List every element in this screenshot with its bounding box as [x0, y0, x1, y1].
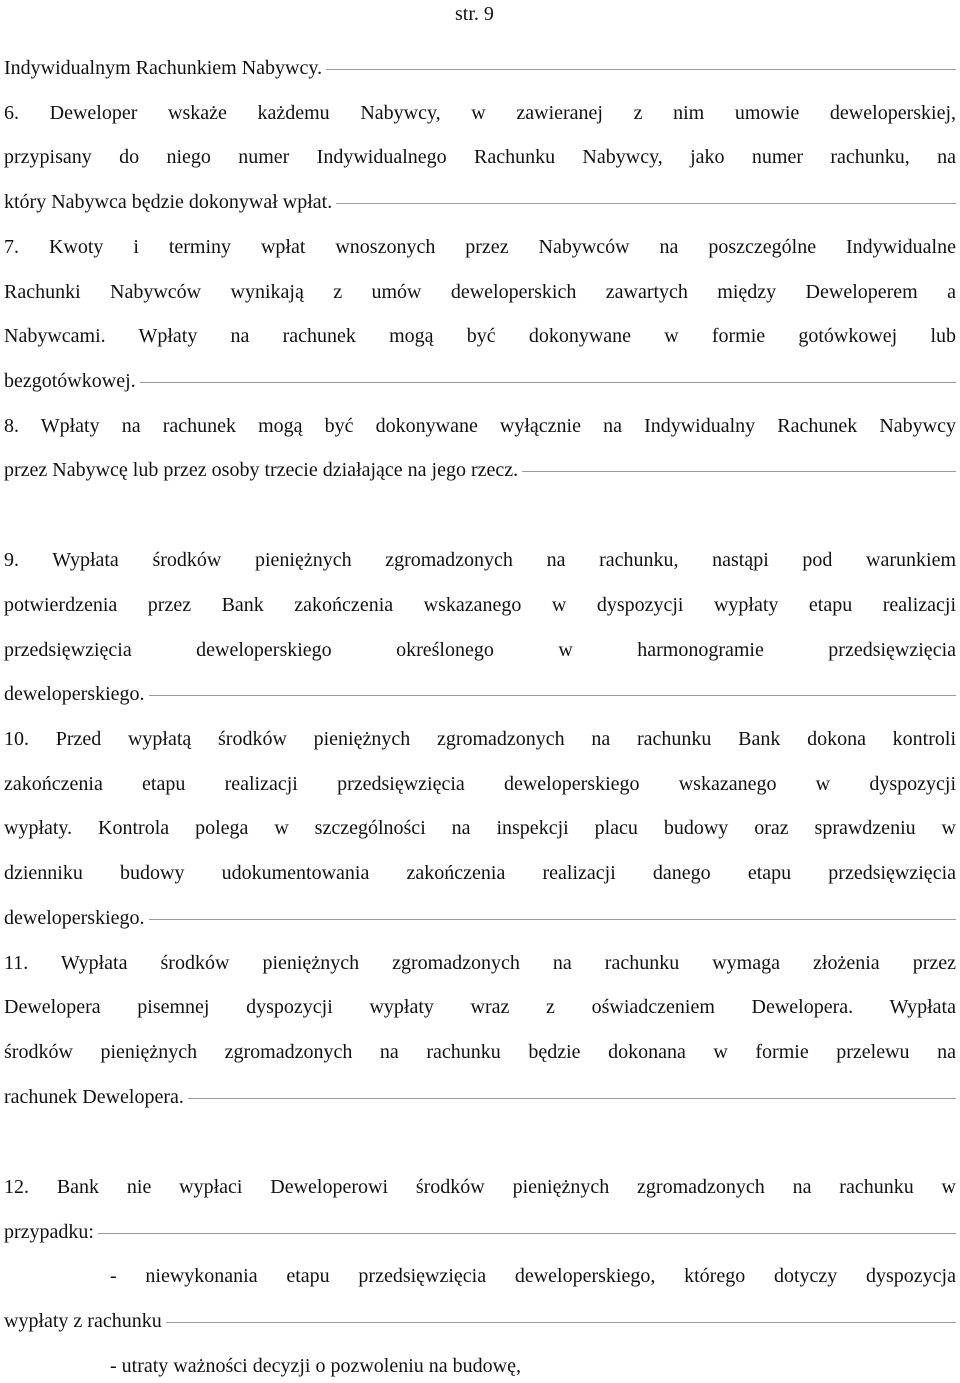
list-item-line: - utraty ważności decyzji o pozwoleniu na budowę,: [110, 1355, 521, 1377]
text-line: dzienniku budowy udokumentowania zakończenia realizacji danego etapu przedsięwzięcia: [4, 862, 956, 884]
text-line: 10. Przed wypłatą środków pieniężnych zgromadzonych na rachunku Bank dokona kontroli: [4, 728, 956, 750]
text-line: 6. Deweloper wskaże każdemu Nabywcy, w zawieranej z nim umowie deweloperskiej,: [4, 102, 956, 124]
text-line: 8. Wpłaty na rachunek mogą być dokonywane wyłącznie na Indywidualny Rachunek Nabywcy: [4, 415, 956, 437]
text-line: 12. Bank nie wypłaci Deweloperowi środków pieniężnych zgromadzonych na rachunku w: [4, 1176, 956, 1198]
text-line: [4, 679, 956, 709]
text-line: [4, 903, 956, 933]
filler-rule: [522, 471, 956, 472]
text-line: środków pieniężnych zgromadzonych na rachunku będzie dokonana w formie przelewu na: [4, 1041, 956, 1063]
text-line: [4, 1082, 956, 1112]
filler-rule: [149, 695, 956, 696]
text-line-content: deweloperskiego.: [4, 683, 145, 705]
text-line: [4, 187, 956, 217]
filler-rule: [326, 69, 956, 70]
text-line: przedsięwzięcia deweloperskiego określonego w harmonogramie przedsięwzięcia: [4, 639, 956, 661]
text-line: przypisany do niego numer Indywidualnego Rachunku Nabywcy, jako numer rachunku, na: [4, 146, 956, 168]
text-line: [4, 366, 956, 396]
text-line: [4, 53, 956, 83]
filler-rule: [336, 203, 956, 204]
text-line: [4, 1217, 956, 1247]
text-line: zakończenia etapu realizacji przedsięwzięcia deweloperskiego wskazanego w dyspozycji: [4, 773, 956, 795]
text-line: wypłaty. Kontrola polega w szczególności na inspekcji placu budowy oraz sprawdzeniu w: [4, 817, 956, 839]
text-line: 11. Wypłata środków pieniężnych zgromadzonych na rachunku wymaga złożenia przez: [4, 952, 956, 974]
list-item-line: - niewykonania etapu przedsięwzięcia deweloperskiego, którego dotyczy dyspozycja: [110, 1265, 956, 1287]
text-line: 9. Wypłata środków pieniężnych zgromadzonych na rachunku, nastąpi pod warunkiem: [4, 549, 956, 571]
filler-rule: [98, 1233, 956, 1234]
text-line-content: wypłaty z rachunku: [4, 1310, 162, 1332]
text-line-content: Indywidualnym Rachunkiem Nabywcy.: [4, 57, 323, 79]
text-line-content: bezgotówkowej.: [4, 370, 136, 392]
filler-rule: [166, 1322, 956, 1323]
text-line: Nabywcami. Wpłaty na rachunek mogą być dokonywane w formie gotówkowej lub: [4, 325, 956, 347]
text-line-content: deweloperskiego.: [4, 907, 145, 929]
text-line-content: przez Nabywcę lub przez osoby trzecie działające na jego rzecz.: [4, 459, 519, 481]
text-line: [4, 1306, 956, 1336]
text-line-content: przypadku:: [4, 1221, 94, 1243]
text-line: potwierdzenia przez Bank zakończenia wskazanego w dyspozycji wypłaty etapu realizacji: [4, 594, 956, 616]
text-line: Dewelopera pisemnej dyspozycji wypłaty wraz z oświadczeniem Dewelopera. Wypłata: [4, 996, 956, 1018]
filler-rule: [149, 919, 956, 920]
text-line: 7. Kwoty i terminy wpłat wnoszonych przez Nabywców na poszczególne Indywidualne: [4, 236, 956, 258]
text-line-content: rachunek Dewelopera.: [4, 1086, 184, 1108]
filler-rule: [140, 382, 956, 383]
page-number: str. 9: [455, 3, 494, 25]
text-line: [4, 455, 956, 485]
text-line-content: który Nabywca będzie dokonywał wpłat.: [4, 191, 333, 213]
text-line: Rachunki Nabywców wynikają z umów deweloperskich zawartych między Deweloperem a: [4, 281, 956, 303]
filler-rule: [188, 1098, 956, 1099]
